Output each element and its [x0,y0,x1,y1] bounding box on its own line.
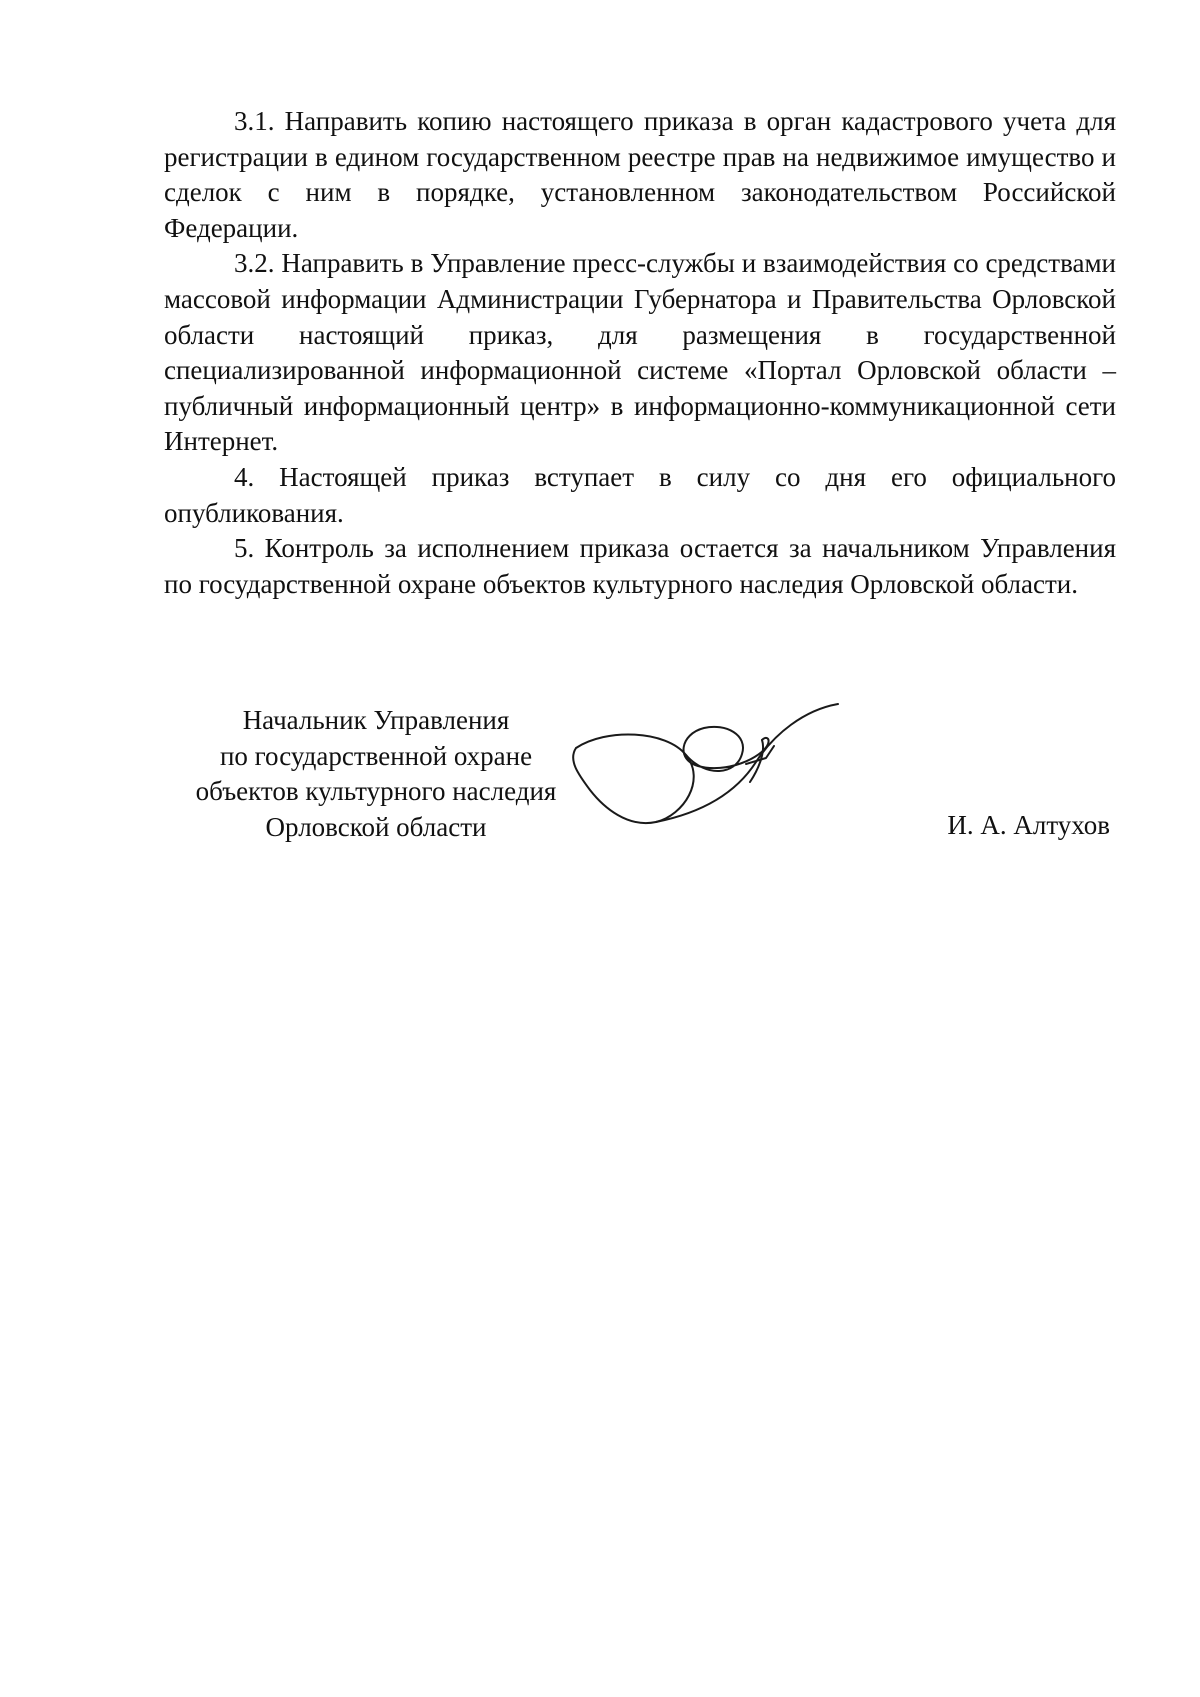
signatory-position [176,703,576,845]
paragraph-3-1: 3.1. Направить копию настоящего приказа в орган кадастрового учета для регистрации в едином государственном реестре прав на недвижимое имущество и сделок с ним в порядке, установленном законодательством Российской Федерации. [164,106,1116,243]
position-line: по государственной охране [219,740,533,771]
paragraph-5: 5. Контроль за исполнением приказа остается за начальником Управления по государственной охране объектов культурного наследия Орловской области. [164,533,1116,599]
position-line: объектов культурного наследия [195,776,557,807]
position-line: Орловской области [265,811,487,842]
signer-name: И. А. Алтухов [947,810,1110,840]
document-body [164,104,1116,602]
paragraph-3-2: 3.2. Направить в Управление пресс-службы и взаимодействия со средствами массовой информации Администрации Губернатора и Правительства Орловской области настоящий приказ, для размещения в государственной специализированной информационной системе «Портал Орловской области – публичный информационный центр» в информационно-коммуникационной сети Интернет. [164,248,1116,457]
handwritten-signature [556,700,846,850]
position-line: Начальник Управления [242,705,510,735]
paragraph-4: 4. Настоящей приказ вступает в силу со дня его официального опубликования. [164,461,1116,528]
